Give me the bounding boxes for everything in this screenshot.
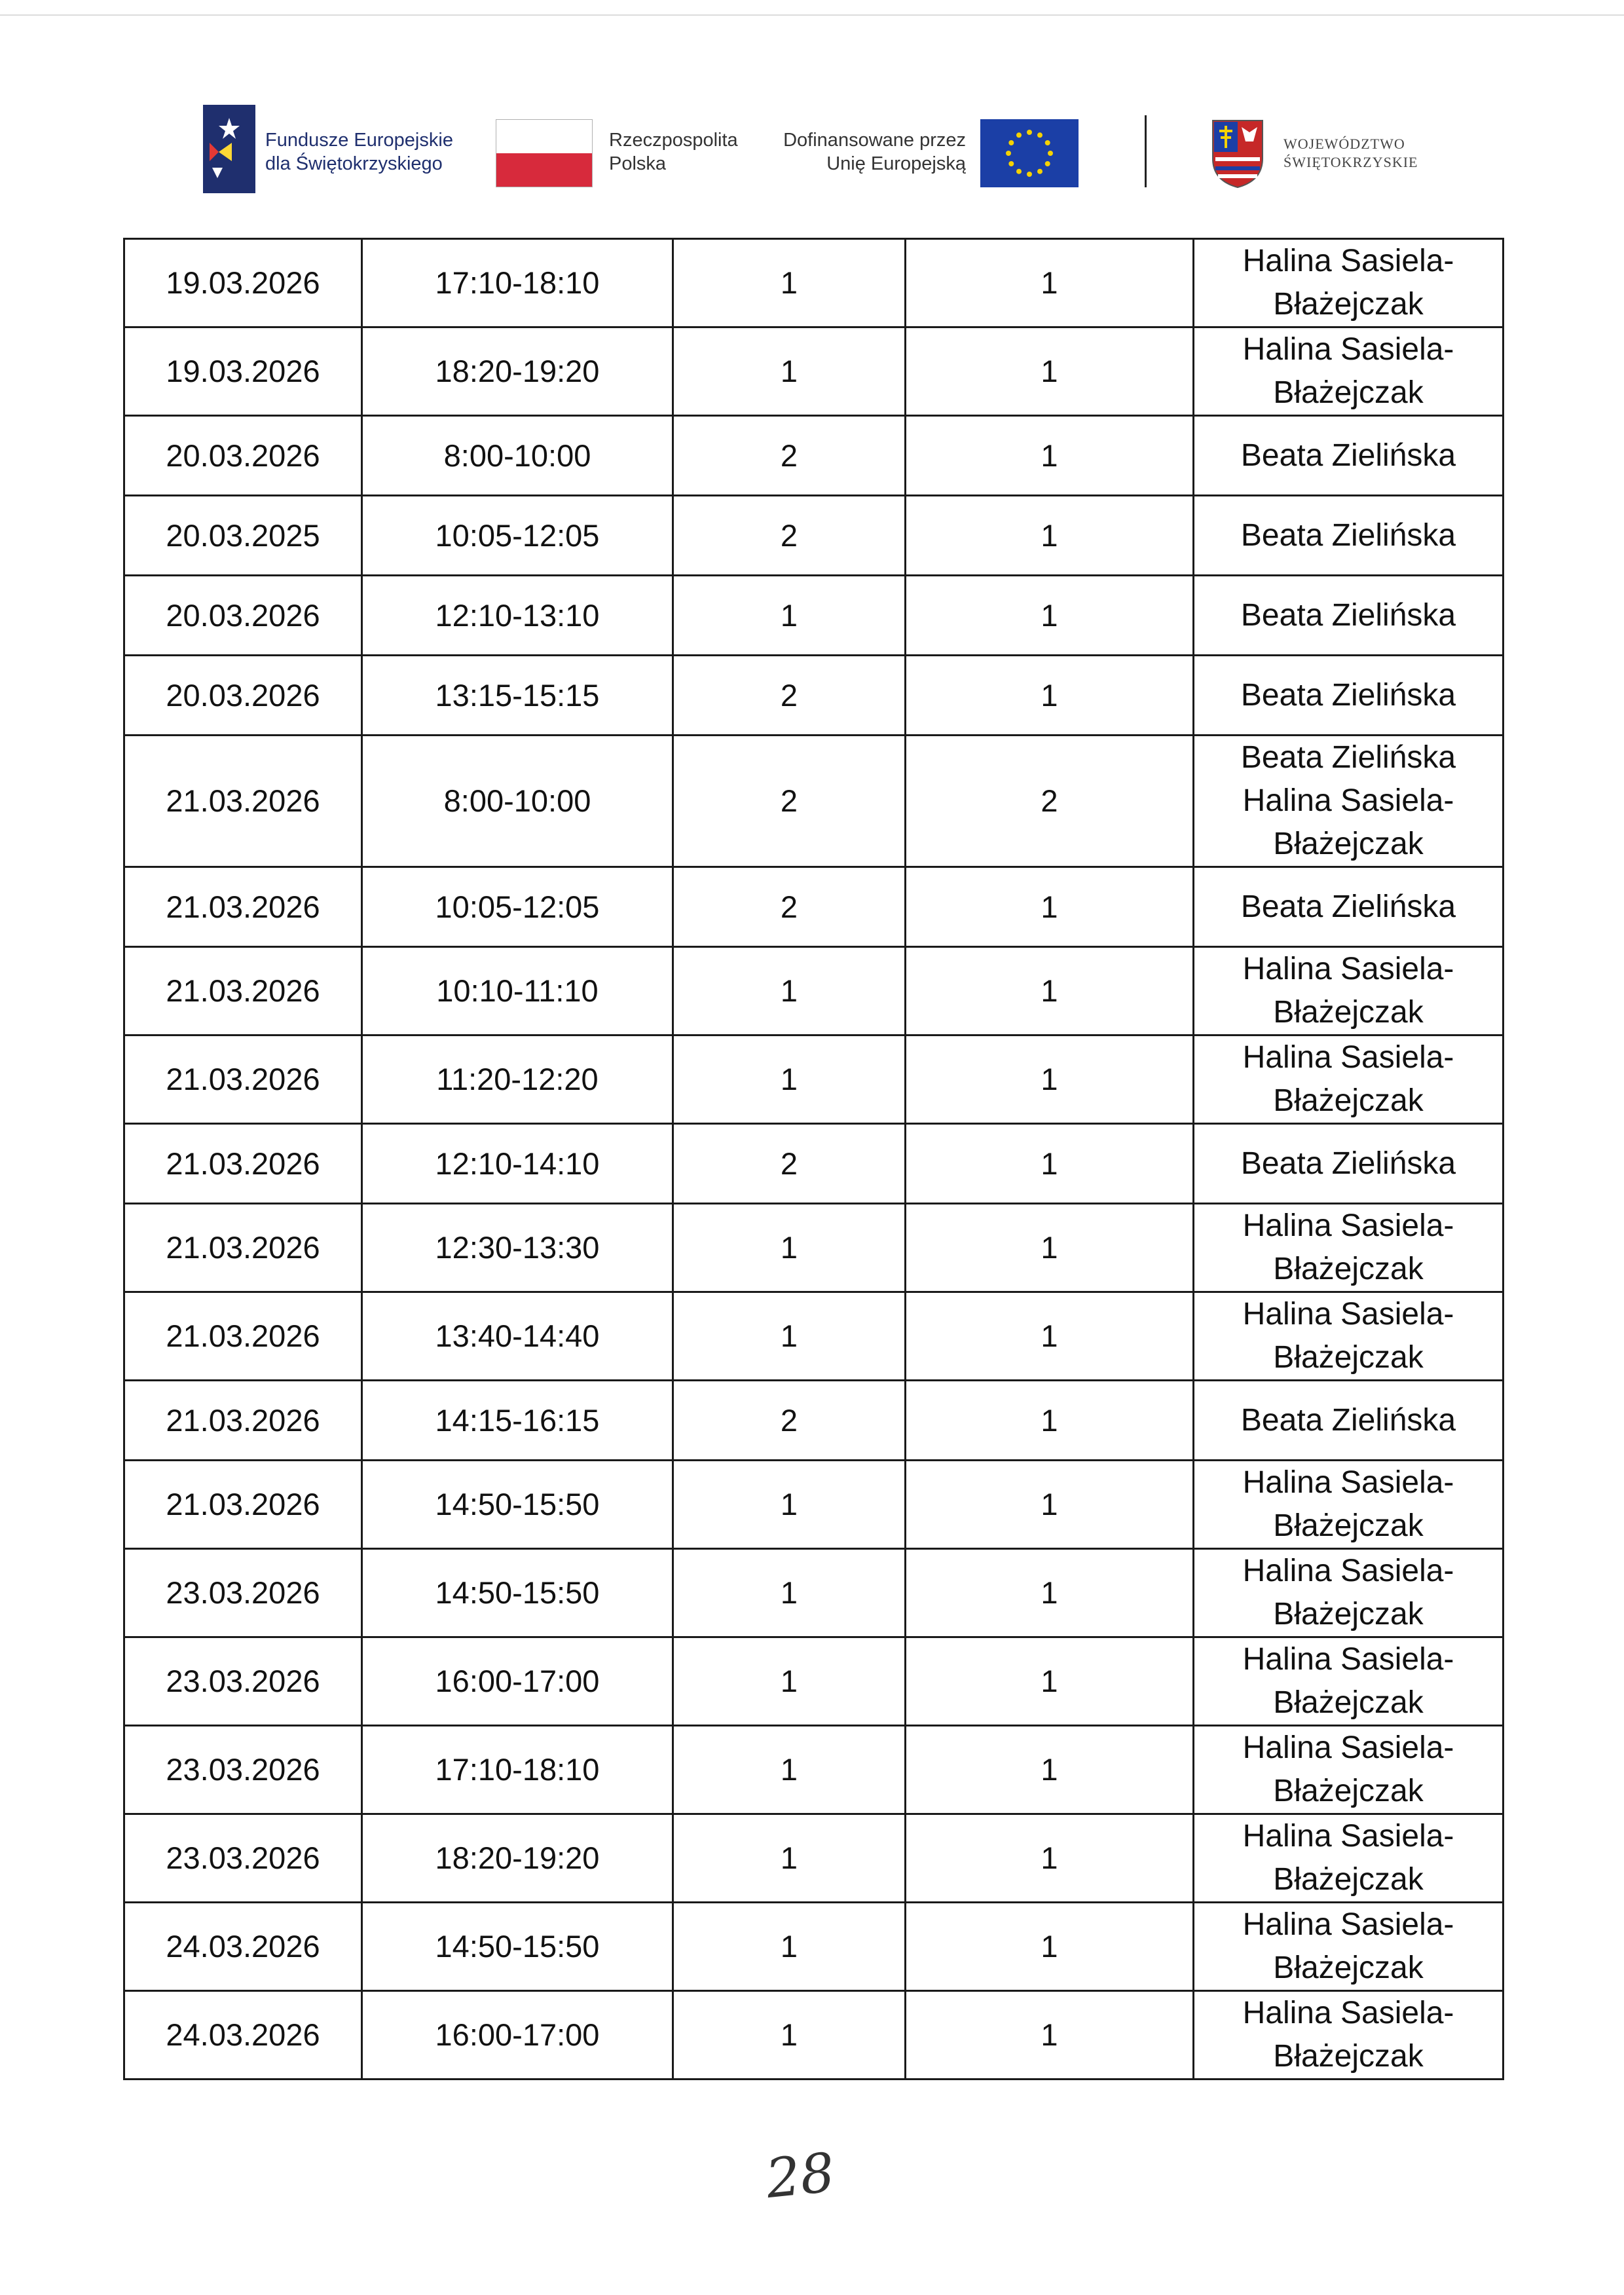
- teacher-line: Błażejczak: [1273, 827, 1424, 861]
- date-cell: 20.03.2025: [124, 496, 362, 576]
- teacher-line: Błażejczak: [1273, 1685, 1424, 1720]
- teacher-cell: [1194, 327, 1504, 416]
- fe-line1: Fundusze Europejskie: [265, 130, 453, 151]
- table-row: [124, 576, 1504, 656]
- date-cell: 21.03.2026: [124, 1124, 362, 1204]
- time-cell: 12:10-14:10: [362, 1124, 673, 1204]
- pl-line2: Polska: [609, 153, 667, 174]
- date-cell: 24.03.2026: [124, 1903, 362, 1991]
- hours-cell: 1: [673, 1991, 906, 2080]
- eu-funding-text: [753, 128, 966, 176]
- table-row: [124, 1204, 1504, 1292]
- date-cell: 23.03.2026: [124, 1549, 362, 1637]
- teacher-cell: [1194, 1726, 1504, 1814]
- date-cell: 21.03.2026: [124, 1036, 362, 1124]
- table-row: [124, 1726, 1504, 1814]
- groups-cell: 1: [906, 496, 1194, 576]
- swietokrzyskie-coat-of-arms-icon: [1210, 118, 1265, 189]
- teacher-line: Błażejczak: [1273, 2039, 1424, 2074]
- teacher-cell: [1194, 1637, 1504, 1726]
- hours-cell: 1: [673, 327, 906, 416]
- handwritten-page-number: 28: [763, 2141, 838, 2211]
- time-cell: 10:10-11:10: [362, 947, 673, 1036]
- teacher-line: Błażejczak: [1273, 1774, 1424, 1808]
- time-cell: 18:20-19:20: [362, 1814, 673, 1903]
- table-row: [124, 656, 1504, 736]
- groups-cell: 1: [906, 656, 1194, 736]
- groups-cell: 1: [906, 947, 1194, 1036]
- groups-cell: 1: [906, 327, 1194, 416]
- teacher-line: Halina Sasiela-: [1242, 1907, 1454, 1942]
- teacher-cell: [1194, 1381, 1504, 1461]
- teacher-cell: [1194, 1204, 1504, 1292]
- teacher-cell: [1194, 947, 1504, 1036]
- teacher-line: Halina Sasiela-: [1242, 783, 1454, 818]
- eu-line1: Dofinansowane przez: [783, 130, 966, 151]
- time-cell: 12:30-13:30: [362, 1204, 673, 1292]
- table-row: [124, 1991, 1504, 2080]
- hours-cell: 1: [673, 1461, 906, 1549]
- table-row: [124, 1549, 1504, 1637]
- teacher-line: Beata Zielińska: [1240, 597, 1456, 633]
- teacher-line: Halina Sasiela-: [1242, 332, 1454, 367]
- table-row: [124, 1461, 1504, 1549]
- hours-cell: 2: [673, 1124, 906, 1204]
- hours-cell: 2: [673, 416, 906, 496]
- scan-edge-line: [0, 14, 1624, 16]
- groups-cell: 1: [906, 1292, 1194, 1381]
- time-cell: 14:15-16:15: [362, 1381, 673, 1461]
- time-cell: 12:10-13:10: [362, 576, 673, 656]
- teacher-line: Beata Zielińska: [1240, 1402, 1456, 1438]
- date-cell: 19.03.2026: [124, 239, 362, 327]
- time-cell: 11:20-12:20: [362, 1036, 673, 1124]
- groups-cell: 1: [906, 1124, 1194, 1204]
- teacher-line: Halina Sasiela-: [1242, 1996, 1454, 2030]
- hours-cell: 1: [673, 1903, 906, 1991]
- teacher-cell: [1194, 867, 1504, 947]
- table-row: [124, 1124, 1504, 1204]
- time-cell: 13:40-14:40: [362, 1292, 673, 1381]
- hours-cell: 1: [673, 1637, 906, 1726]
- teacher-line: Błażejczak: [1273, 1597, 1424, 1632]
- teacher-cell: [1194, 1292, 1504, 1381]
- hours-cell: 1: [673, 576, 906, 656]
- wojewodztwo-text: [1283, 135, 1418, 172]
- groups-cell: 1: [906, 1381, 1194, 1461]
- hours-cell: 2: [673, 496, 906, 576]
- teacher-line: Halina Sasiela-: [1242, 1642, 1454, 1677]
- teacher-cell: [1194, 1814, 1504, 1903]
- groups-cell: 1: [906, 1637, 1194, 1726]
- hours-cell: 1: [673, 1726, 906, 1814]
- table-row: [124, 496, 1504, 576]
- teacher-cell: [1194, 1903, 1504, 1991]
- eu-line2: Unię Europejską: [826, 153, 966, 174]
- date-cell: 19.03.2026: [124, 327, 362, 416]
- groups-cell: 1: [906, 1036, 1194, 1124]
- teacher-line: Halina Sasiela-: [1242, 1554, 1454, 1588]
- groups-cell: 1: [906, 1461, 1194, 1549]
- teacher-line: Błażejczak: [1273, 1252, 1424, 1286]
- teacher-line: Błażejczak: [1273, 1950, 1424, 1985]
- time-cell: 10:05-12:05: [362, 496, 673, 576]
- eu-flag-icon: [980, 119, 1079, 187]
- groups-cell: 1: [906, 1991, 1194, 2080]
- teacher-line: Halina Sasiela-: [1242, 1297, 1454, 1332]
- table-row: [124, 1903, 1504, 1991]
- teacher-cell: [1194, 1124, 1504, 1204]
- table-row: [124, 1637, 1504, 1726]
- time-cell: 14:50-15:50: [362, 1549, 673, 1637]
- date-cell: 20.03.2026: [124, 656, 362, 736]
- sw-line1: WOJEWÓDZTWO: [1283, 136, 1405, 152]
- date-cell: 21.03.2026: [124, 947, 362, 1036]
- time-cell: 17:10-18:10: [362, 239, 673, 327]
- date-cell: 21.03.2026: [124, 1461, 362, 1549]
- date-cell: 21.03.2026: [124, 867, 362, 947]
- teacher-cell: [1194, 239, 1504, 327]
- teacher-line: Beata Zielińska: [1240, 740, 1456, 775]
- hours-cell: 1: [673, 1549, 906, 1637]
- teacher-cell: [1194, 1036, 1504, 1124]
- teacher-cell: [1194, 656, 1504, 736]
- teacher-cell: [1194, 496, 1504, 576]
- table-row: [124, 1814, 1504, 1903]
- teacher-line: Błażejczak: [1273, 1862, 1424, 1897]
- pl-line1: Rzeczpospolita: [609, 130, 738, 151]
- teacher-line: Halina Sasiela-: [1242, 952, 1454, 986]
- groups-cell: 1: [906, 1726, 1194, 1814]
- time-cell: 10:05-12:05: [362, 867, 673, 947]
- table-row: [124, 1381, 1504, 1461]
- schedule-table-body: [124, 239, 1504, 2080]
- teacher-cell: [1194, 416, 1504, 496]
- teacher-line: Beata Zielińska: [1240, 438, 1456, 473]
- date-cell: 21.03.2026: [124, 1204, 362, 1292]
- time-cell: 17:10-18:10: [362, 1726, 673, 1814]
- rzeczpospolita-text: [609, 128, 738, 176]
- schedule-table: [123, 238, 1504, 2080]
- table-row: [124, 239, 1504, 327]
- teacher-cell: [1194, 576, 1504, 656]
- date-cell: 21.03.2026: [124, 736, 362, 867]
- teacher-line: Błażejczak: [1273, 995, 1424, 1030]
- groups-cell: 1: [906, 1204, 1194, 1292]
- table-row: [124, 736, 1504, 867]
- teacher-cell: [1194, 1991, 1504, 2080]
- teacher-line: Halina Sasiela-: [1242, 1208, 1454, 1243]
- table-row: [124, 416, 1504, 496]
- hours-cell: 2: [673, 736, 906, 867]
- hours-cell: 1: [673, 1814, 906, 1903]
- groups-cell: 1: [906, 576, 1194, 656]
- hours-cell: 2: [673, 1381, 906, 1461]
- table-row: [124, 1292, 1504, 1381]
- teacher-line: Błażejczak: [1273, 1340, 1424, 1375]
- date-cell: 20.03.2026: [124, 416, 362, 496]
- date-cell: 23.03.2026: [124, 1637, 362, 1726]
- polish-flag-icon: [496, 119, 593, 187]
- date-cell: 23.03.2026: [124, 1814, 362, 1903]
- hours-cell: 1: [673, 947, 906, 1036]
- teacher-line: Beata Zielińska: [1240, 1146, 1456, 1181]
- teacher-line: Halina Sasiela-: [1242, 1040, 1454, 1075]
- teacher-line: Beata Zielińska: [1240, 517, 1456, 553]
- teacher-line: Halina Sasiela-: [1242, 244, 1454, 278]
- teacher-line: Halina Sasiela-: [1242, 1730, 1454, 1765]
- groups-cell: 1: [906, 239, 1194, 327]
- groups-cell: 2: [906, 736, 1194, 867]
- teacher-line: Beata Zielińska: [1240, 889, 1456, 924]
- fundusze-europejskie-text: [265, 128, 453, 176]
- groups-cell: 1: [906, 416, 1194, 496]
- teacher-line: Błażejczak: [1273, 1508, 1424, 1543]
- groups-cell: 1: [906, 1814, 1194, 1903]
- hours-cell: 1: [673, 1036, 906, 1124]
- table-row: [124, 327, 1504, 416]
- header-separator: [1145, 115, 1147, 187]
- hours-cell: 1: [673, 1292, 906, 1381]
- teacher-cell: [1194, 1461, 1504, 1549]
- hours-cell: 1: [673, 239, 906, 327]
- teacher-cell: [1194, 736, 1504, 867]
- fe-line2: dla Świętokrzyskiego: [265, 153, 443, 174]
- time-cell: 14:50-15:50: [362, 1461, 673, 1549]
- sw-line2: ŚWIĘTOKRZYSKIE: [1283, 154, 1418, 170]
- date-cell: 20.03.2026: [124, 576, 362, 656]
- teacher-line: Halina Sasiela-: [1242, 1819, 1454, 1854]
- time-cell: 8:00-10:00: [362, 416, 673, 496]
- teacher-line: Błażejczak: [1273, 375, 1424, 410]
- date-cell: 23.03.2026: [124, 1726, 362, 1814]
- table-row: [124, 867, 1504, 947]
- time-cell: 14:50-15:50: [362, 1903, 673, 1991]
- teacher-line: Błażejczak: [1273, 1083, 1424, 1118]
- hours-cell: 1: [673, 1204, 906, 1292]
- table-row: [124, 1036, 1504, 1124]
- time-cell: 18:20-19:20: [362, 327, 673, 416]
- table-row: [124, 947, 1504, 1036]
- date-cell: 24.03.2026: [124, 1991, 362, 2080]
- groups-cell: 1: [906, 1903, 1194, 1991]
- hours-cell: 2: [673, 656, 906, 736]
- teacher-cell: [1194, 1549, 1504, 1637]
- groups-cell: 1: [906, 867, 1194, 947]
- date-cell: 21.03.2026: [124, 1292, 362, 1381]
- groups-cell: 1: [906, 1549, 1194, 1637]
- time-cell: 16:00-17:00: [362, 1991, 673, 2080]
- teacher-line: Błażejczak: [1273, 287, 1424, 322]
- time-cell: 8:00-10:00: [362, 736, 673, 867]
- time-cell: 13:15-15:15: [362, 656, 673, 736]
- date-cell: 21.03.2026: [124, 1381, 362, 1461]
- fundusze-europejskie-logo-icon: [203, 105, 255, 193]
- teacher-line: Halina Sasiela-: [1242, 1465, 1454, 1500]
- teacher-line: Beata Zielińska: [1240, 677, 1456, 713]
- time-cell: 16:00-17:00: [362, 1637, 673, 1726]
- hours-cell: 2: [673, 867, 906, 947]
